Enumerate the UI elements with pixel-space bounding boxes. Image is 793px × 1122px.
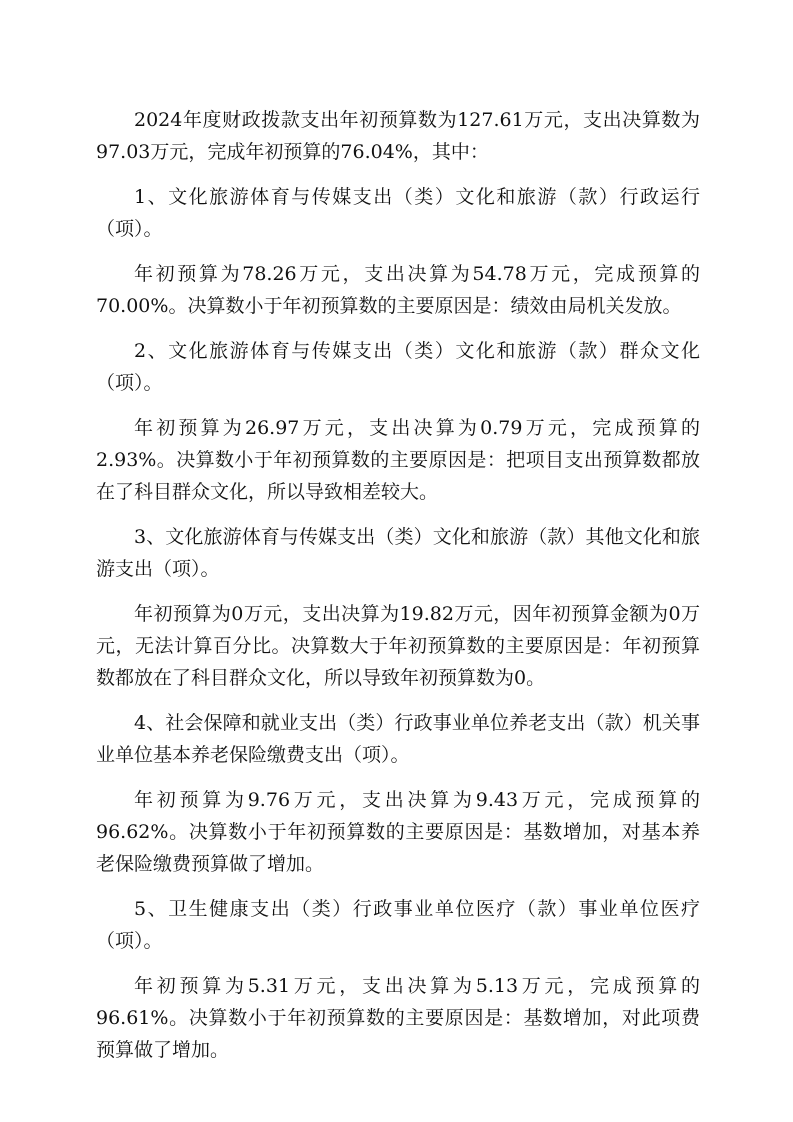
paragraph-item-1-detail: 年初预算为78.26万元，支出决算为54.78万元，完成预算的70.00%。决算数小于年初预算数的主要原因是：绩效由局机关发放。 — [96, 263, 700, 317]
paragraph-item-2-detail: 年初预算为26.97万元，支出决算为0.79万元，完成预算的2.93%。决算数小于年初预算数的主要原因是：把项目支出预算数都放在了科目群众文化，所以导致相差较大。 — [96, 417, 700, 503]
paragraph-item-5-heading: 5、卫生健康支出（类）行政事业单位医疗（款）事业单位医疗（项）。 — [96, 898, 700, 952]
paragraph-item-1-heading: 1、文化旅游体育与传媒支出（类）文化和旅游（款）行政运行（项）。 — [96, 186, 700, 240]
paragraph-item-5-detail: 年初预算为5.31万元，支出决算为5.13万元，完成预算的96.61%。决算数小于年初预算数的主要原因是：基数增加，对此项费预算做了增加。 — [96, 975, 700, 1061]
document-body — [96, 104, 700, 1079]
paragraph-item-4-heading: 4、社会保障和就业支出（类）行政事业单位养老支出（款）机关事业单位基本养老保险缴费支出（项）。 — [96, 712, 700, 766]
paragraph-summary: 2024年度财政拨款支出年初预算数为127.61万元，支出决算数为97.03万元，完成年初预算的76.04%，其中： — [96, 109, 700, 163]
paragraph-item-3-heading: 3、文化旅游体育与传媒支出（类）文化和旅游（款）其他文化和旅游支出（项）。 — [96, 526, 700, 580]
paragraph-item-3-detail: 年初预算为0万元，支出决算为19.82万元，因年初预算金额为0万元，无法计算百分比。决算数大于年初预算数的主要原因是：年初预算数都放在了科目群众文化，所以导致年初预算数为0。 — [96, 603, 700, 689]
paragraph-item-2-heading: 2、文化旅游体育与传媒支出（类）文化和旅游（款）群众文化（项）。 — [96, 340, 700, 394]
paragraph-item-4-detail: 年初预算为9.76万元，支出决算为9.43万元，完成预算的96.62%。决算数小于年初预算数的主要原因是：基数增加，对基本养老保险缴费预算做了增加。 — [96, 789, 700, 875]
